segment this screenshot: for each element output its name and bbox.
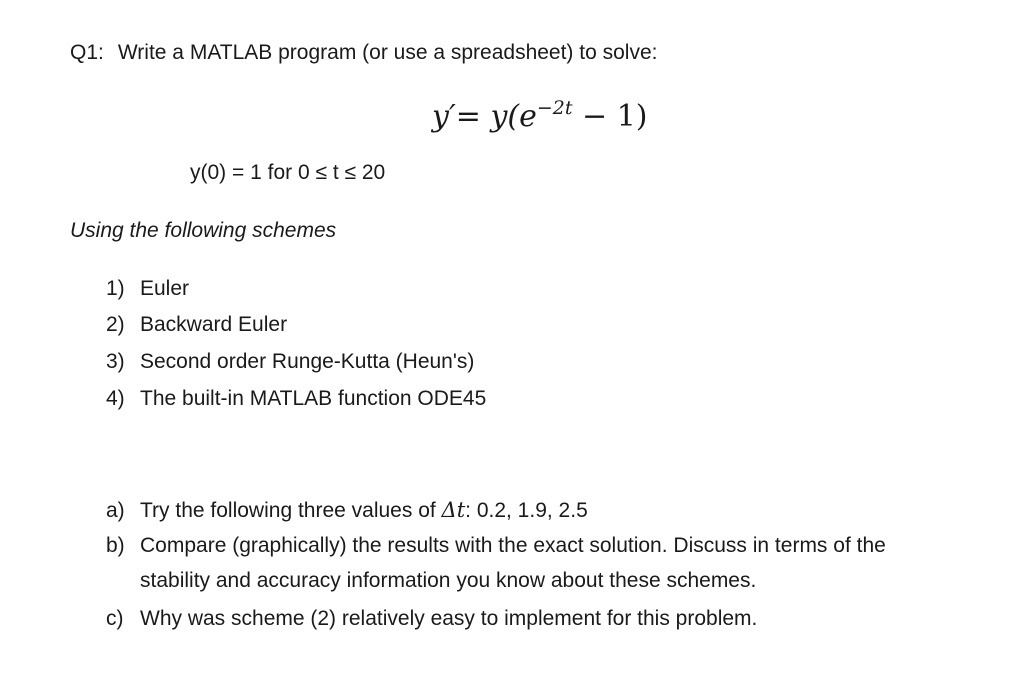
- initial-condition: y(0) = 1 for 0 ≤ t ≤ 20: [190, 161, 386, 184]
- scheme-label: Backward Euler: [140, 313, 288, 336]
- scheme-label: Second order Runge-Kutta (Heun's): [140, 350, 475, 373]
- task-b-line2: stability and accuracy information you know about these schemes.: [140, 569, 757, 592]
- question-heading: [70, 41, 657, 65]
- task-marker: c): [106, 607, 124, 630]
- differential-equation: [432, 97, 648, 134]
- scheme-marker: 2): [106, 313, 125, 336]
- scheme-label: The built-in MATLAB function ODE45: [140, 387, 487, 410]
- task-marker: a): [106, 499, 125, 522]
- schemes-intro: Using the following schemes: [70, 219, 337, 242]
- question-text: Write a MATLAB program (or use a spreadsheet) to solve:: [117, 41, 658, 64]
- task-b-line1: Compare (graphically) the results with the exact solution. Discuss in terms of the: [140, 534, 886, 557]
- task-b: [106, 534, 886, 558]
- task-c: [106, 607, 757, 631]
- scheme-item: [106, 387, 486, 411]
- equation-rhs-end: − 1): [572, 99, 648, 134]
- scheme-marker: 4): [106, 387, 125, 410]
- task-a: [106, 498, 588, 523]
- scheme-item: [106, 277, 189, 301]
- scheme-item: [106, 313, 287, 337]
- equation-exponent: −2t: [536, 97, 573, 119]
- task-c-text: Why was scheme (2) relatively easy to implement for this problem.: [140, 607, 758, 630]
- task-a-values: : 0.2, 1.9, 2.5: [465, 499, 588, 522]
- equation-lhs: y′: [432, 99, 456, 134]
- equation-equals: =: [455, 99, 491, 134]
- scheme-marker: 3): [106, 350, 125, 373]
- task-marker: b): [106, 534, 125, 557]
- equation-rhs-start: y(e: [490, 99, 537, 134]
- task-a-prefix: Try the following three values of: [140, 499, 442, 522]
- scheme-marker: 1): [106, 277, 125, 300]
- scheme-item: [106, 350, 474, 374]
- scheme-label: Euler: [140, 277, 190, 300]
- delta-t-symbol: Δt: [441, 498, 466, 522]
- question-number: Q1:: [70, 41, 104, 64]
